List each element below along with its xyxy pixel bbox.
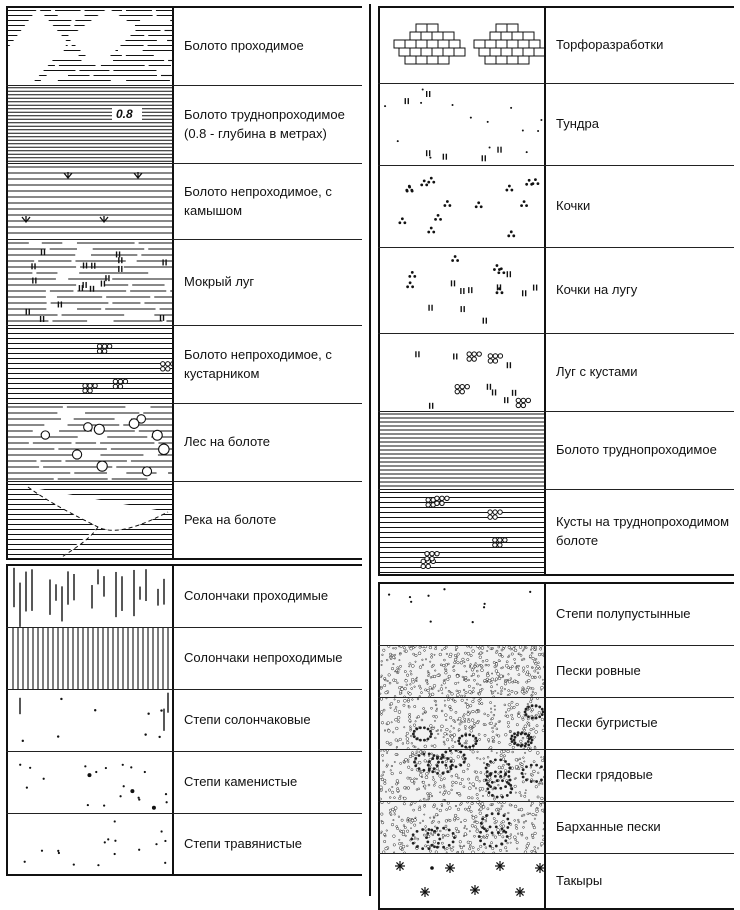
swatch-swamp-reed bbox=[6, 164, 174, 239]
legend-left-column bbox=[6, 6, 362, 876]
hummock-icon bbox=[430, 177, 433, 180]
swatch-steppe-stony bbox=[6, 752, 174, 813]
legend-row-wet-meadow bbox=[6, 240, 362, 326]
brick-icon bbox=[496, 56, 507, 64]
brick-icon bbox=[449, 40, 460, 48]
hummock-icon bbox=[411, 271, 414, 274]
legend-row-swamp-reed bbox=[6, 164, 362, 240]
legend-label: Луг с кустами bbox=[546, 334, 734, 411]
hummock-icon bbox=[423, 179, 426, 182]
brick-icon bbox=[410, 32, 421, 40]
depth-mark: 0.8 bbox=[116, 107, 133, 121]
legend-label: Пески бугристые bbox=[546, 698, 734, 749]
legend-row-swamp-passable bbox=[6, 6, 362, 86]
legend-row-steppe-stony bbox=[6, 752, 362, 814]
hummock-icon bbox=[496, 264, 499, 267]
swatch-sand-ridge bbox=[378, 750, 546, 801]
swatch-steppe-semidesert bbox=[378, 584, 546, 645]
legend-row-meadow-bushes bbox=[378, 334, 734, 412]
hummock-icon bbox=[430, 227, 433, 230]
brick-icon bbox=[512, 32, 523, 40]
legend-label: Болото непроходимое, с кустарником bbox=[174, 326, 362, 403]
brick-icon bbox=[501, 48, 512, 56]
legend-row-saltmarsh-passable bbox=[6, 564, 362, 628]
hummock-icon bbox=[409, 281, 412, 284]
legend-label: Степи каменистые bbox=[174, 752, 362, 813]
legend-label: Степи травянистые bbox=[174, 814, 362, 874]
brick-icon bbox=[438, 56, 449, 64]
legend-row-sand-flat bbox=[378, 646, 734, 698]
swatch-steppe-saline bbox=[6, 690, 174, 751]
brick-icon bbox=[523, 32, 534, 40]
brick-icon bbox=[496, 40, 507, 48]
legend-label: Болото проходимое bbox=[174, 8, 362, 85]
brick-icon bbox=[490, 48, 501, 56]
swatch-saltmarsh-impassable bbox=[6, 628, 174, 689]
brick-icon bbox=[507, 56, 518, 64]
legend-label: Кочки bbox=[546, 166, 734, 247]
brick-icon bbox=[454, 48, 465, 56]
river-line bbox=[28, 487, 168, 558]
legend-label: Солончаки проходимые bbox=[174, 566, 362, 627]
legend-row-saltmarsh-impassable bbox=[6, 628, 362, 690]
bush-circle-icon bbox=[142, 467, 151, 476]
legend-row-sand-dunes bbox=[378, 802, 734, 854]
bush-circle-icon bbox=[94, 424, 104, 434]
brick-icon bbox=[507, 24, 518, 32]
swatch-swamp-difficult-depth bbox=[6, 86, 174, 163]
legend-row-steppe-grassy bbox=[6, 814, 362, 876]
legend-row-swamp-forest bbox=[6, 404, 362, 482]
brick-icon bbox=[443, 32, 454, 40]
brick-icon bbox=[416, 40, 427, 48]
brick-icon bbox=[485, 40, 496, 48]
brick-icon bbox=[474, 40, 485, 48]
brick-icon bbox=[410, 48, 421, 56]
swatch-wet-meadow bbox=[6, 240, 174, 325]
brick-icon bbox=[518, 56, 529, 64]
brick-icon bbox=[416, 56, 427, 64]
swatch-peat bbox=[378, 8, 546, 83]
brick-icon bbox=[432, 32, 443, 40]
brick-icon bbox=[496, 24, 507, 32]
brick-icon bbox=[518, 40, 529, 48]
legend-label: Кусты на труднопроходимом болоте bbox=[546, 490, 734, 574]
hummock-icon bbox=[500, 267, 503, 270]
hummock-icon bbox=[477, 201, 480, 204]
legend-label: Степи полупустынные bbox=[546, 584, 734, 645]
brick-icon bbox=[427, 56, 438, 64]
bush-circle-icon bbox=[84, 423, 93, 432]
swatch-hummocks-meadow bbox=[378, 248, 546, 333]
swatch-swamp-passable bbox=[6, 8, 174, 85]
hummock-icon bbox=[510, 230, 513, 233]
swatch-swamp-shrub bbox=[6, 326, 174, 403]
bush-circle-icon bbox=[159, 444, 169, 454]
swatch-swamp-forest bbox=[6, 404, 174, 481]
legend-label: Река на болоте bbox=[174, 482, 362, 558]
legend-label: Барханные пески bbox=[546, 802, 734, 853]
swatch-sand-flat bbox=[378, 646, 546, 697]
hummock-icon bbox=[401, 217, 404, 220]
legend-row-swamp-difficult-depth bbox=[6, 86, 362, 164]
brick-icon bbox=[512, 48, 523, 56]
legend-label: Болото непроходимое, с камышом bbox=[174, 164, 362, 239]
brick-icon bbox=[427, 40, 438, 48]
legend-label: Торфоразработки bbox=[546, 8, 734, 83]
swatch-swamp-difficult bbox=[378, 412, 546, 489]
legend-label: Такыры bbox=[546, 854, 734, 908]
legend-label: Степи солончаковые bbox=[174, 690, 362, 751]
legend-row-swamp-shrub bbox=[6, 326, 362, 404]
bush-circle-icon bbox=[97, 461, 107, 471]
hummock-icon bbox=[534, 178, 537, 181]
brick-icon bbox=[501, 32, 512, 40]
legend-row-sand-ridge bbox=[378, 750, 734, 802]
brick-icon bbox=[405, 40, 416, 48]
swatch-saltmarsh-passable bbox=[6, 566, 174, 627]
swatch-bushes-swamp bbox=[378, 490, 546, 574]
legend-label: Пески ровные bbox=[546, 646, 734, 697]
hummock-icon bbox=[446, 200, 449, 203]
brick-icon bbox=[421, 32, 432, 40]
brick-icon bbox=[438, 40, 449, 48]
legend-row-takyr bbox=[378, 854, 734, 910]
legend-row-sand-hilly bbox=[378, 698, 734, 750]
legend-row-tundra bbox=[378, 84, 734, 166]
hummock-icon bbox=[408, 185, 411, 188]
legend-row-steppe-semidesert bbox=[378, 582, 734, 646]
hummock-icon bbox=[528, 179, 531, 182]
legend-row-hummocks-meadow bbox=[378, 248, 734, 334]
hummock-icon bbox=[523, 200, 526, 203]
legend-label: Кочки на лугу bbox=[546, 248, 734, 333]
swatch-sand-dunes bbox=[378, 802, 546, 853]
brick-icon bbox=[479, 48, 490, 56]
brick-icon bbox=[529, 40, 540, 48]
bush-circle-icon bbox=[72, 450, 81, 459]
swatch-steppe-grassy bbox=[6, 814, 174, 874]
legend-label: Болото труднопроходимое (0.8 - глубина в метрах) bbox=[174, 86, 362, 163]
legend-row-swamp-difficult bbox=[378, 412, 734, 490]
swatch-swamp-river bbox=[6, 482, 174, 558]
legend-label: Мокрый луг bbox=[174, 240, 362, 325]
legend-row-steppe-saline bbox=[6, 690, 362, 752]
brick-icon bbox=[394, 40, 405, 48]
legend-label: Тундра bbox=[546, 84, 734, 165]
swatch-sand-hilly bbox=[378, 698, 546, 749]
legend-row-hummocks bbox=[378, 166, 734, 248]
bush-circle-icon bbox=[41, 431, 49, 439]
legend-label: Пески грядовые bbox=[546, 750, 734, 801]
brick-icon bbox=[399, 48, 410, 56]
brick-icon bbox=[507, 40, 518, 48]
swatch-meadow-bushes bbox=[378, 334, 546, 411]
swatch-hummocks bbox=[378, 166, 546, 247]
hummock-icon bbox=[437, 214, 440, 217]
legend-label: Солончаки непроходимые bbox=[174, 628, 362, 689]
brick-icon bbox=[421, 48, 432, 56]
legend-row-peat bbox=[378, 6, 734, 84]
brick-icon bbox=[523, 48, 534, 56]
legend-label: Болото труднопроходимое bbox=[546, 412, 734, 489]
brick-icon bbox=[416, 24, 427, 32]
brick-icon bbox=[432, 48, 443, 56]
bush-circle-icon bbox=[129, 419, 139, 429]
brick-icon bbox=[485, 56, 496, 64]
brick-icon bbox=[490, 32, 501, 40]
legend-right-column bbox=[378, 6, 734, 910]
legend-row-bushes-swamp bbox=[378, 490, 734, 576]
brick-icon bbox=[443, 48, 454, 56]
hummock-icon bbox=[508, 185, 511, 188]
brick-icon bbox=[427, 24, 438, 32]
column-separator bbox=[369, 4, 371, 896]
hummock-icon bbox=[454, 255, 457, 258]
bush-circle-icon bbox=[152, 430, 162, 440]
brick-icon bbox=[534, 48, 545, 56]
legend-row-swamp-river bbox=[6, 482, 362, 560]
swatch-tundra bbox=[378, 84, 546, 165]
brick-icon bbox=[405, 56, 416, 64]
legend-label: Лес на болоте bbox=[174, 404, 362, 481]
